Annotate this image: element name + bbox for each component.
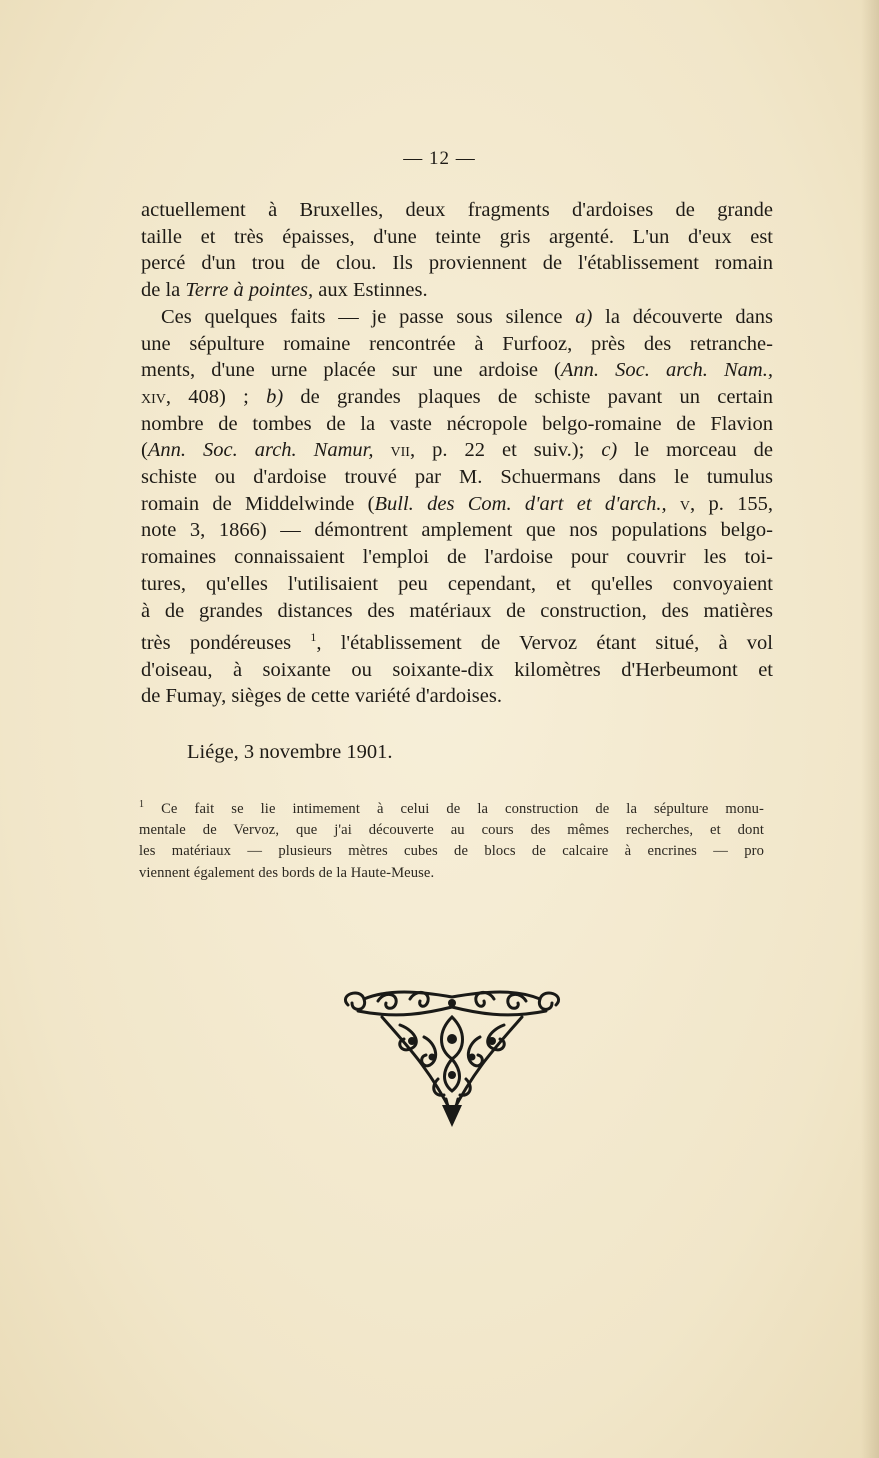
paragraph-line: (Ann. Soc. arch. Namur, vii, p. 22 et suiv.); c) le morceau de [141, 439, 774, 462]
paragraph-line: Ces quelques faits — je passe sous silence a) la découverte dans [161, 305, 774, 328]
footnote-reference: 1 [310, 630, 317, 645]
footnote-marker: 1 [139, 799, 145, 810]
footnote-line: les matériaux — plusieurs mètres cubes de blocs de calcaire à encrines — pro [139, 843, 764, 860]
paragraph-line: à de grandes distances des matériaux de construction, des matières [141, 599, 773, 622]
footnote [139, 794, 764, 884]
paragraph-line: d'oiseau, à soixante ou soixante-dix kilomètres d'Herbeumont et [141, 658, 773, 681]
page-edge-shadow [861, 0, 879, 1458]
paragraph-line: de Fumay, sièges de cette variété d'ardoises. [141, 685, 502, 708]
paragraph-line: xiv, 408) ; b) de grandes plaques de schiste pavant un certain [141, 385, 773, 408]
footnote-line: $^1$ Ce fait se lie intimement à celui de la construction de la sépulture monu- [139, 799, 764, 817]
paragraph-line: très pondéreuses $^1$, l'établissement de Vervoz étant situé, à vol [141, 630, 773, 655]
paragraph-line: de la Terre à pointes, aux Estinnes. [141, 279, 428, 302]
paragraph-line: taille et très épaisses, d'une teinte gris argenté. L'un d'eux est [141, 225, 773, 248]
paragraph-line: romaines connaissaient l'emploi de l'ardoise pour couvrir les toi- [141, 546, 773, 569]
paragraph-line: romain de Middelwinde (Bull. des Com. d'art et d'arch., v, p. 155, [141, 492, 774, 515]
footnote-line: mentale de Vervoz, que j'ai découverte au cours des mêmes recherches, et dont [139, 822, 764, 839]
paragraph-line: tures, qu'elles l'utilisaient peu cependant, et qu'elles convoyaient [141, 572, 773, 595]
fleuron-ornament-icon [338, 987, 566, 1127]
paragraph-line: note 3, 1866) — démontrent amplement que nos populations belgo- [141, 519, 773, 542]
paragraph-line: actuellement à Bruxelles, deux fragments d'ardoises de grande [141, 199, 773, 221]
paragraph-line: une sépulture romaine rencontrée à Furfooz, près des retranche- [141, 332, 773, 355]
footnote-line: viennent également des bords de la Haute-Meuse. [139, 864, 435, 881]
paragraph-line: schiste ou d'ardoise trouvé par M. Schuermans dans le tumulus [141, 466, 773, 489]
page-number: — 12 — [403, 148, 476, 169]
paragraph-line: ments, d'une urne placée sur une ardoise (Ann. Soc. arch. Nam., [141, 359, 773, 382]
paragraph-line: nombre de tombes de la vaste nécropole belgo-romaine de Flavion [141, 412, 773, 435]
body-text [141, 197, 773, 710]
signoff-date: Liége, 3 novembre 1901. [187, 741, 393, 763]
paragraph-line: percé d'un trou de clou. Ils proviennent de l'établissement romain [141, 252, 773, 275]
